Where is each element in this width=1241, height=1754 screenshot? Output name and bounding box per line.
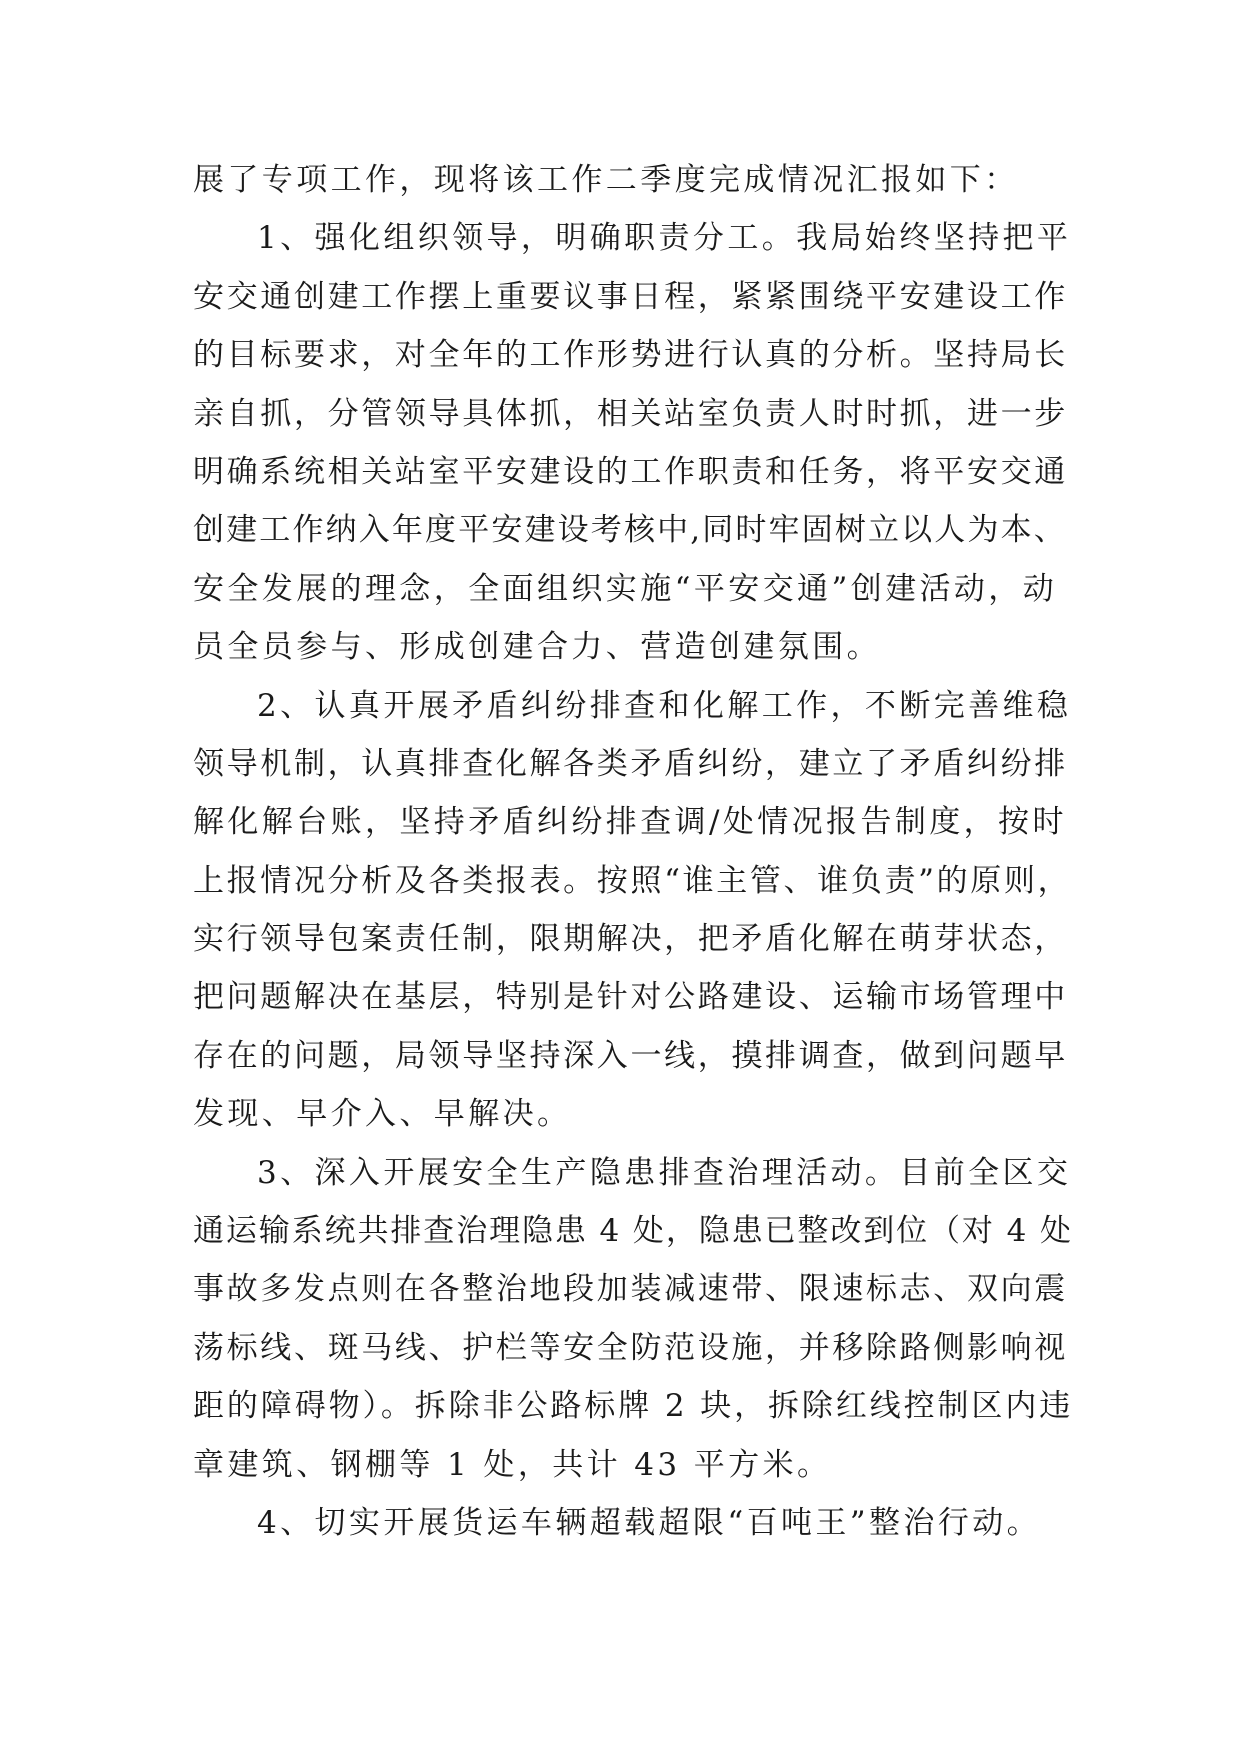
text-line: 解化解台账，坚持矛盾纠纷排查调/处情况报告制度，按时 xyxy=(193,804,1067,841)
text-line: 安全发展的理念，全面组织实施“平安交通”创建活动，动 xyxy=(193,570,1058,607)
text-line: 事故多发点则在各整治地段加装减速带、限速标志、双向震 xyxy=(193,1271,1068,1308)
paragraph-4-start: 4、切实开展货运车辆超载超限“百吨王”整治行动。 xyxy=(257,1504,1042,1541)
text-line: 展了专项工作，现将该工作二季度完成情况汇报如下： xyxy=(193,162,1019,198)
paragraph-2-start: 2、认真开展矛盾纠纷排查和化解工作，不断完善维稳 xyxy=(257,687,1072,724)
report-body xyxy=(193,151,1073,1552)
text-line: 存在的问题，局领导坚持深入一线，摸排调查，做到问题早 xyxy=(193,1037,1068,1074)
text-line: 上报情况分析及各类报表。按照“谁主管、谁负责”的原则， xyxy=(193,862,1072,899)
text-line: 员全员参与、形成创建合力、营造创建氛围。 xyxy=(193,629,881,666)
text-line: 实行领导包案责任制，限期解决，把矛盾化解在萌芽状态， xyxy=(193,921,1068,958)
text-line: 章建筑、钢棚等 1 处，共计 43 平方米。 xyxy=(193,1446,832,1483)
text-line: 安交通创建工作摆上重要议事日程，紧紧围绕平安建设工作 xyxy=(193,278,1068,315)
text-line: 创建工作纳入年度平安建设考核中,同时牢固树立以人为本、 xyxy=(193,512,1067,549)
text-line: 通运输系统共排查治理隐患 4 处，隐患已整改到位（对 4 处 xyxy=(193,1213,1073,1250)
paragraph-1-start: 1、强化组织领导，明确职责分工。我局始终坚持把平 xyxy=(257,220,1072,257)
text-line: 领导机制，认真排查化解各类矛盾纠纷，建立了矛盾纠纷排 xyxy=(193,745,1068,782)
text-line: 的目标要求，对全年的工作形势进行认真的分析。坚持局长 xyxy=(193,337,1068,374)
text-line: 亲自抓，分管领导具体抓，相关站室负责人时时抓，进一步 xyxy=(193,395,1068,432)
text-line: 荡标线、斑马线、护栏等安全防范设施，并移除路侧影响视 xyxy=(193,1329,1068,1366)
text-line: 距的障碍物）。拆除非公路标牌 2 块，拆除红线控制区内违 xyxy=(193,1388,1074,1425)
text-line: 明确系统相关站室平安建设的工作职责和任务，将平安交通 xyxy=(193,453,1068,490)
paragraph-3-start: 3、深入开展安全生产隐患排查治理活动。目前全区交 xyxy=(257,1154,1072,1191)
text-line: 把问题解决在基层，特别是针对公路建设、运输市场管理中 xyxy=(193,979,1068,1016)
text-line: 发现、早介入、早解决。 xyxy=(193,1096,572,1133)
